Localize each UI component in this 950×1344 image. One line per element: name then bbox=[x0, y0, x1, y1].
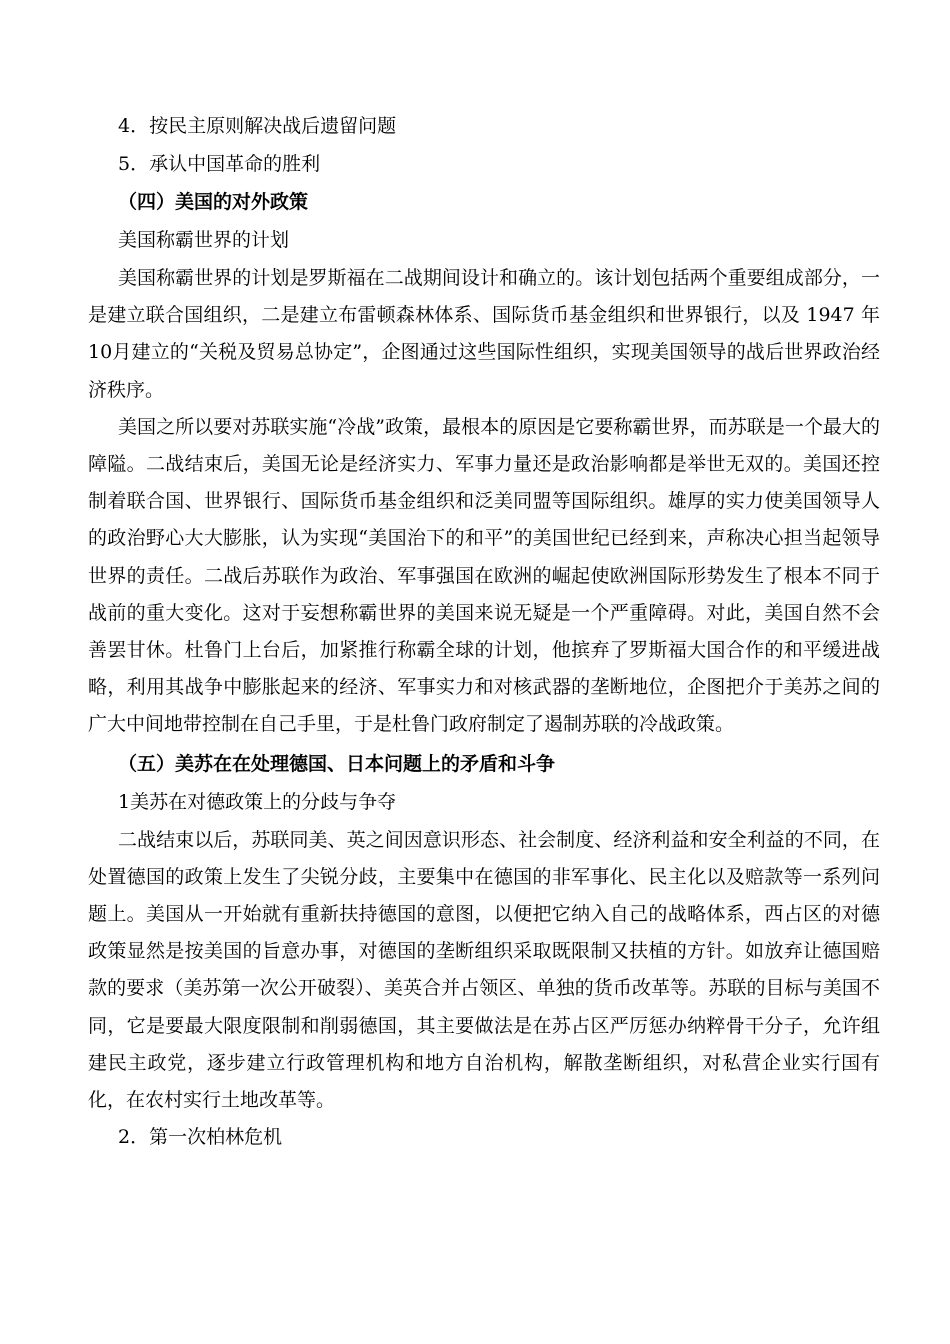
paragraph-germany-policy: 二战结束以后，苏联同美、英之间因意识形态、社会制度、经济利益和安全利益的不同，在处置德国的政策上发生了尖锐分歧，主要集中在德国的非军事化、民主化以及赔款等一系列问题上。美国从一开始就有重新扶持德国的意图，以便把它纳入自己的战略体系，西占区的对德政策显然是按美国的旨意办事，对德国的垄断组织采取既限制又扶植的方针。如放弃让德国赔款的要求（美苏第一次公开破裂）、美英合并占领区、单独的货币改革等。苏联的目标与美国不同，它是要最大限度限制和削弱德国，其主要做法是在苏占区严厉惩办纳粹骨干分子，允许组建民主政党，逐步建立行政管理机构和地方自治机构，解散垄断组织，对私营企业实行国有化，在农村实行土地改革等。 bbox=[88, 828, 880, 1112]
section-heading-4: （四）美国的对外政策 bbox=[118, 191, 309, 213]
paragraph-cold-war-reason: 美国之所以要对苏联实施“冷战”政策，最根本的原因是它要称霸世界，而苏联是一个最大的障隘。二战结束后，美国无论是经济实力、军事力量还是政治影响都是举世无双的。美国还控制着联合国、世界银行、国际货币基金组织和泛美同盟等国际组织。雄厚的实力使美国领导人的政治野心大大膨胀，认为实现“美国治下的和平”的美国世纪已经到来，声称决心担当起领导世界的责任。二战后苏联作为政治、军事强国在欧洲的崛起使欧洲国际形势发生了根本不同于战前的重大变化。这对于妄想称霸世界的美国来说无疑是一个严重障碍。对此，美国自然不会善罢甘休。杜鲁门上台后，加紧推行称霸全球的计划，他摈弃了罗斯福大国合作的和平缓进战略，利用其战争中膨胀起来的经济、军事实力和对核武器的垄断地位，企图把介于美苏之间的广大中间地带控制在自己手里，于是杜鲁门政府制定了遏制苏联的冷战政策。 bbox=[88, 415, 880, 736]
subheading-germany-policy: 1美苏在对德政策上的分歧与争夺 bbox=[118, 790, 397, 813]
list-item-5: 5．承认中国革命的胜利 bbox=[118, 153, 321, 175]
list-item-4: 4．按民主原则解决战后遗留问题 bbox=[118, 115, 397, 137]
document-page bbox=[88, 108, 880, 1155]
section-heading-5: （五）美苏在在处理德国、日本问题上的矛盾和斗争 bbox=[118, 752, 556, 775]
subheading-hegemony-plan: 美国称霸世界的计划 bbox=[118, 229, 290, 251]
paragraph-hegemony-plan: 美国称霸世界的计划是罗斯福在二战期间设计和确立的。该计划包括两个重要组成部分，一是建立联合国组织，二是建立布雷顿森林体系、国际货币基金组织和世界银行，以及 1947 年10月建立的“关税及贸易总协定”，企图通过这些国际性组织，实现美国领导的战后世界政治经济秩序。 bbox=[88, 267, 880, 401]
subheading-berlin-crisis: 2．第一次柏林危机 bbox=[118, 1126, 283, 1149]
